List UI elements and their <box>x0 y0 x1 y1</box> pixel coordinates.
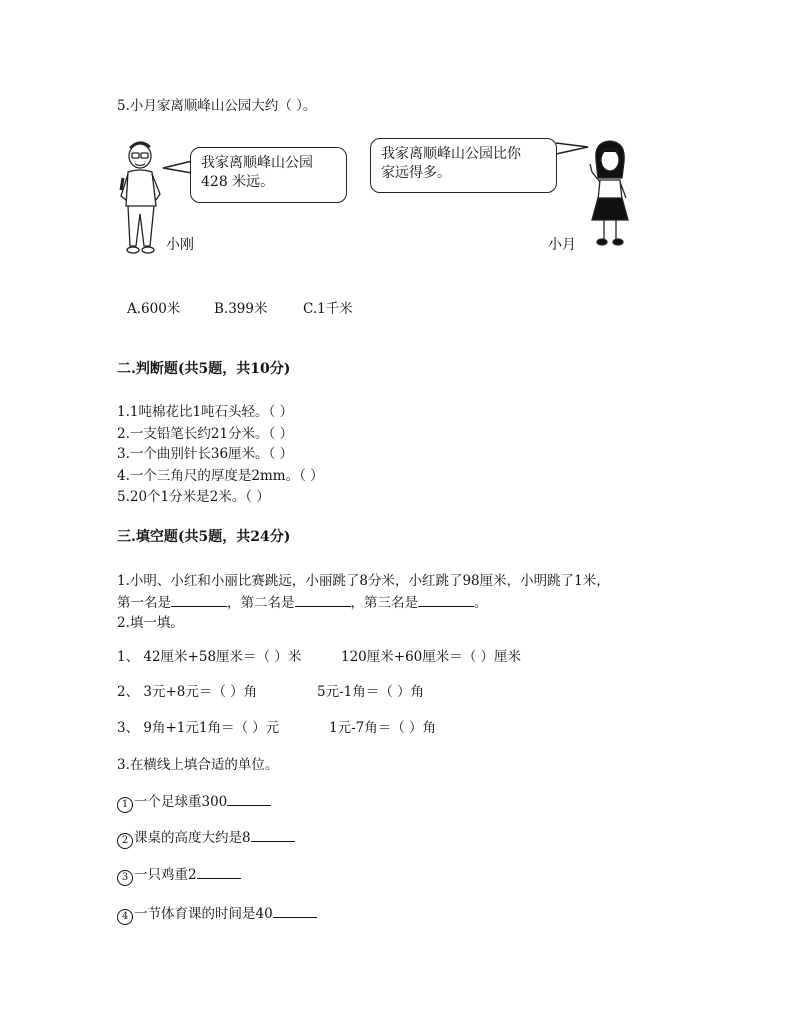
question-5-title: 5.小月家离顺峰山公园大约（ ）。 <box>117 98 317 114</box>
circled-number-4: 4 <box>117 909 133 925</box>
fill-q2-row-3-left: 3、 9角+1元1角＝（ ）元 <box>117 720 280 736</box>
unit-item-3 <box>117 863 241 886</box>
judge-item-3: 3.一个曲别针长36厘米。（ ） <box>117 446 294 462</box>
fill-q2-row-1-right: 120厘米+60厘米＝（ ）厘米 <box>341 649 522 665</box>
blank-third-place[interactable] <box>418 594 474 607</box>
fill-q1-part-1: 第一名是 <box>117 595 171 611</box>
unit-item-3-text: 一只鸡重2 <box>134 867 197 883</box>
fill-q2-row-2-right: 5元-1角＝（ ）角 <box>317 684 425 700</box>
bubble-left-line-1: 我家离顺峰山公园 <box>201 155 313 171</box>
judge-item-1: 1.1吨棉花比1吨石头轻。（ ） <box>117 404 294 420</box>
bubble-tail-right <box>554 142 590 156</box>
unit-item-2-text: 课桌的高度大约是8 <box>134 830 251 846</box>
section-2-title: 二.判断题(共5题，共10分) <box>117 361 291 377</box>
fill-q1-part-3: ，第三名是 <box>350 595 418 611</box>
bubble-right-line-1: 我家离顺峰山公园比你 <box>381 146 521 162</box>
blank-second-place[interactable] <box>295 594 351 607</box>
fill-q1-part-4: 。 <box>474 595 488 611</box>
blank-unit-3[interactable] <box>197 866 241 879</box>
option-c: C.1千米 <box>303 301 353 317</box>
judge-item-2: 2.一支铅笔长约21分米。（ ） <box>117 426 294 442</box>
bubble-left-line-2: 428 米远。 <box>201 174 275 190</box>
unit-item-2 <box>117 826 295 849</box>
fill-q2-row-1-left: 1、 42厘米+58厘米＝（ ）米 <box>117 649 302 665</box>
blank-unit-2[interactable] <box>251 829 295 842</box>
circled-number-3: 3 <box>117 870 133 886</box>
bubble-right-line-2: 家远得多。 <box>381 165 451 181</box>
fill-q1-line-2 <box>117 591 488 611</box>
unit-item-1-text: 一个足球重300 <box>134 794 228 810</box>
girl-illustration <box>588 138 634 250</box>
speech-bubble-xiaoyue <box>370 138 557 193</box>
option-a: A.600米 <box>127 301 181 317</box>
judge-item-4: 4.一个三角尺的厚度是2mm。（ ） <box>117 468 324 484</box>
name-xiaogang: 小刚 <box>166 237 194 253</box>
blank-unit-4[interactable] <box>273 905 317 918</box>
unit-item-1 <box>117 790 271 813</box>
blank-first-place[interactable] <box>171 594 227 607</box>
blank-unit-1[interactable] <box>227 793 271 806</box>
fill-q1-part-2: ，第二名是 <box>227 595 295 611</box>
fill-q1-line-1: 1.小明、小红和小丽比赛跳远，小丽跳了8分米，小红跳了98厘米，小明跳了1米， <box>117 573 610 589</box>
name-xiaoyue: 小月 <box>548 237 576 253</box>
fill-q2-title: 2.填一填。 <box>117 615 184 631</box>
fill-q2-row-3-right: 1元-7角＝（ ）角 <box>329 720 437 736</box>
judge-item-5: 5.20个1分米是2米。（ ） <box>117 489 270 505</box>
unit-item-4 <box>117 902 317 925</box>
circled-number-2: 2 <box>117 833 133 849</box>
unit-item-4-text: 一节体育课的时间是40 <box>134 906 273 922</box>
boy-illustration <box>118 138 166 260</box>
option-b: B.399米 <box>214 301 268 317</box>
fill-q2-row-2-left: 2、 3元+8元＝（ ）角 <box>117 684 258 700</box>
speech-bubble-xiaogang <box>190 147 347 203</box>
section-3-title: 三.填空题(共5题，共24分) <box>117 529 291 545</box>
circled-number-1: 1 <box>117 797 133 813</box>
fill-q3-title: 3.在横线上填合适的单位。 <box>117 757 279 773</box>
